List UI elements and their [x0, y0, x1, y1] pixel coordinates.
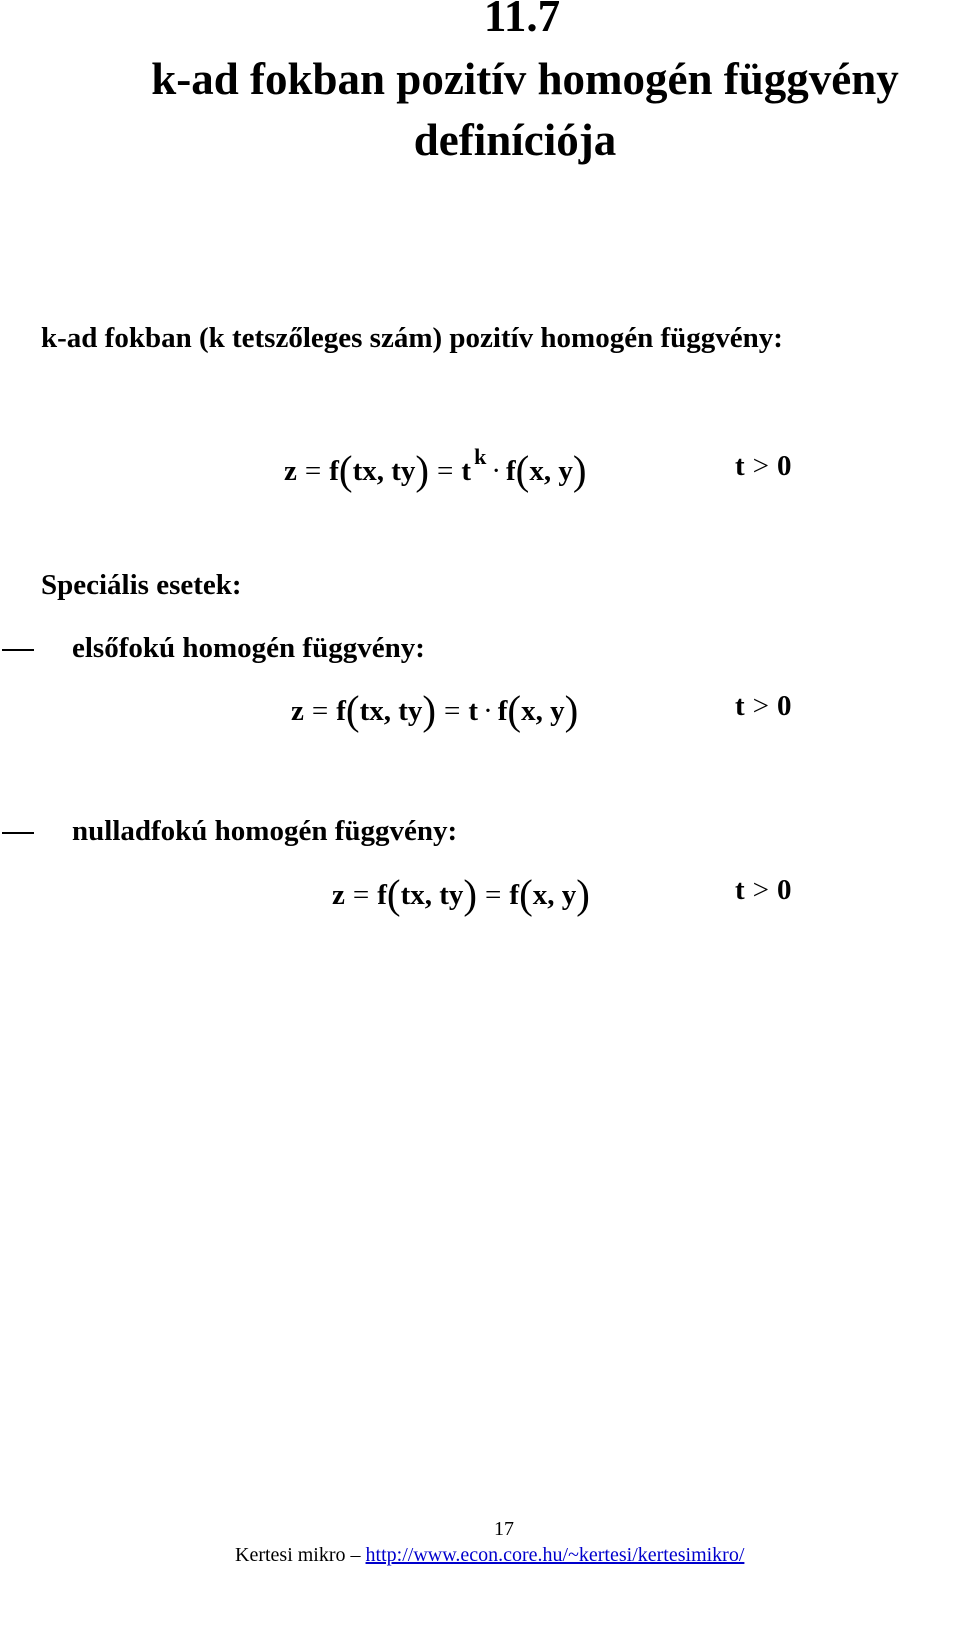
case-2-label: nulladfokú homogén függvény:: [72, 815, 458, 847]
eq-f: f: [377, 879, 387, 911]
condition-general: [735, 452, 792, 481]
eq-right-paren: ): [415, 447, 430, 493]
dash-bullet-1: [2, 649, 34, 651]
cond-gt: >: [752, 874, 770, 906]
page-title-line-1: k-ad fokban pozitív homogén függvény: [151, 54, 899, 104]
eq-z: z: [291, 695, 304, 727]
equation-general: [284, 444, 587, 493]
cond-zero: 0: [777, 690, 792, 722]
eq-f: f: [329, 455, 339, 487]
cond-zero: 0: [777, 874, 792, 906]
footer-author: Kertesi mikro –: [235, 1544, 361, 1566]
eq-t: t: [468, 695, 479, 727]
eq-dot: ·: [491, 455, 501, 487]
eq-equals: =: [311, 695, 329, 727]
eq-right-paren: ): [422, 687, 437, 733]
eq-left-paren: (: [338, 447, 353, 493]
eq-args: tx, ty: [359, 695, 423, 727]
page-title-line-2: definíciója: [413, 115, 617, 165]
condition-case-1: [735, 692, 792, 721]
eq-f-2: f: [506, 455, 516, 487]
cond-zero: 0: [777, 450, 792, 482]
eq-left-paren: (: [386, 871, 401, 917]
eq-right-paren-2: ): [564, 687, 579, 733]
case-1-label: elsőfokú homogén függvény:: [72, 632, 425, 664]
equation-case-2: [332, 871, 590, 917]
eq-exponent-k: k: [474, 444, 487, 469]
eq-right-paren-2: ): [572, 447, 587, 493]
eq-args: tx, ty: [352, 455, 416, 487]
eq-z: z: [284, 455, 297, 487]
eq-args-2: x, y: [532, 879, 577, 911]
eq-equals: =: [304, 455, 322, 487]
eq-f-2: f: [509, 879, 520, 911]
eq-left-paren: (: [345, 687, 360, 733]
eq-t: t: [461, 455, 472, 487]
intro-text: k-ad fokban (k tetszőleges szám) pozitív homogén függvény:: [41, 322, 783, 354]
page-number: 17: [494, 1518, 514, 1540]
eq-right-paren-2: ): [576, 871, 590, 917]
eq-equals: =: [352, 879, 370, 911]
eq-right-paren: ): [463, 871, 478, 917]
eq-f-2: f: [497, 695, 508, 727]
eq-left-paren-2: (: [519, 871, 533, 917]
cond-t: t: [735, 690, 745, 722]
special-cases-heading: Speciális esetek:: [41, 569, 242, 601]
eq-z: z: [332, 879, 345, 911]
eq-dot: ·: [483, 695, 493, 727]
eq-left-paren-2: (: [507, 687, 522, 733]
eq-equals-2: =: [444, 695, 461, 727]
section-number: 11.7: [483, 0, 561, 41]
eq-args-2: x, y: [521, 695, 565, 727]
eq-equals-2: =: [485, 879, 502, 911]
footer: [235, 1545, 744, 1565]
cond-gt: >: [752, 450, 770, 482]
condition-case-2: [735, 876, 792, 905]
eq-args-2: x, y: [529, 455, 573, 487]
eq-f: f: [336, 695, 346, 727]
eq-left-paren-2: (: [515, 447, 530, 493]
cond-gt: >: [752, 690, 770, 722]
dash-bullet-2: [2, 832, 34, 834]
equation-case-1: [291, 687, 579, 733]
eq-args: tx, ty: [400, 879, 464, 911]
cond-t: t: [735, 450, 745, 482]
cond-t: t: [735, 874, 745, 906]
footer-link[interactable]: http://www.econ.core.hu/~kertesi/kertesimikro/: [365, 1544, 745, 1566]
eq-equals-2: =: [437, 455, 454, 487]
